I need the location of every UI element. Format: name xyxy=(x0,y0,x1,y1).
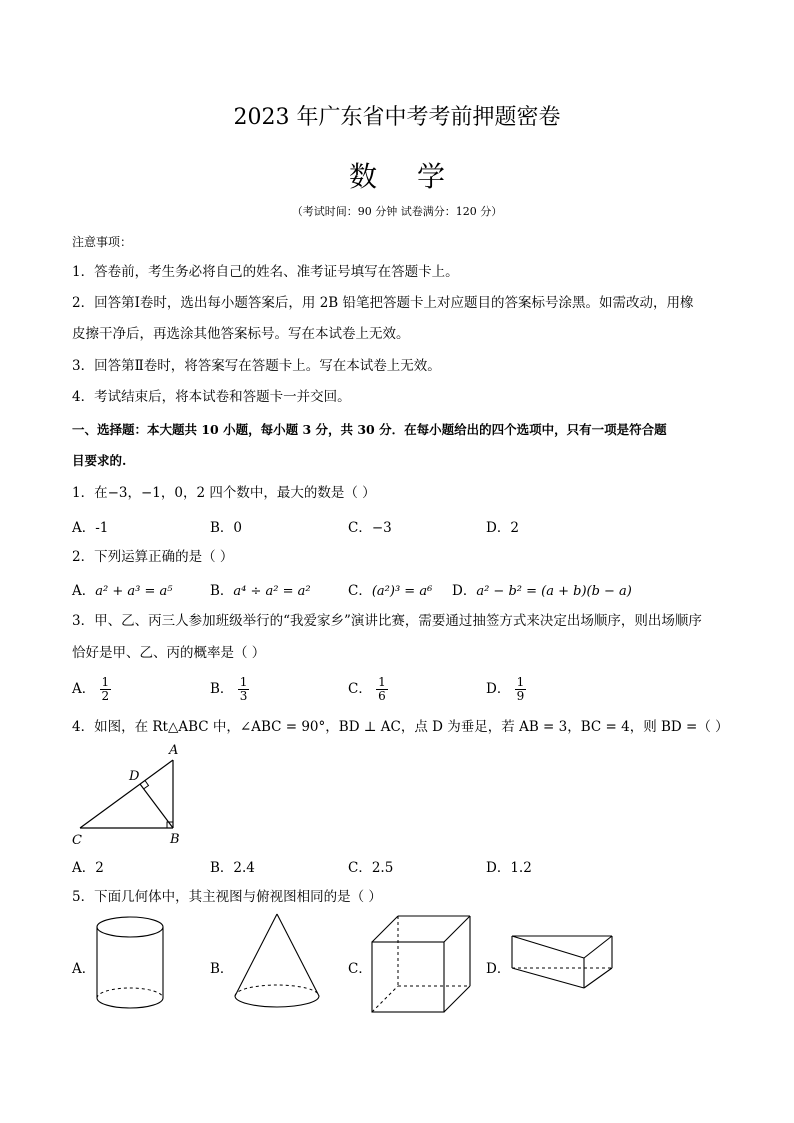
q3-option-d-fraction xyxy=(515,676,527,703)
fraction-numerator: 1 xyxy=(378,675,386,689)
q3-option-c-label: C． xyxy=(348,681,372,697)
q3-option-c-fraction xyxy=(376,676,388,703)
q2-option-c xyxy=(348,579,432,599)
section-heading-line1: 一、选择题：本大题共 10 小题，每小题 3 分，共 30 分．在每小题给出的四个选项中，只有一项是符合题 xyxy=(72,422,667,437)
fraction-denominator: 9 xyxy=(516,689,525,703)
label-c: C xyxy=(72,833,82,848)
q3-option-b-fraction xyxy=(238,676,250,703)
segment-ca xyxy=(80,760,173,828)
notes-heading: 注意事项： xyxy=(72,235,133,249)
q4-option-a: A．2 xyxy=(72,860,104,876)
q4-option-c: C．2.5 xyxy=(348,860,394,876)
fraction-numerator: 1 xyxy=(101,675,110,689)
q2-option-c-expr: (a²)³ = a⁶ xyxy=(371,584,433,599)
q2-option-b-expr: a⁴ ÷ a² = a² xyxy=(233,584,311,599)
exam-title: 2023 年广东省中考考前押题密卷 xyxy=(233,105,561,130)
cube-figure xyxy=(368,912,476,1016)
q4-option-d: D．1.2 xyxy=(486,860,532,876)
fraction-numerator: 1 xyxy=(239,675,248,689)
q4-triangle-figure xyxy=(66,740,196,850)
q1-stem: 1．在−3，−1，0，2 四个数中，最大的数是（ ） xyxy=(72,485,376,501)
note-item-3: 3．回答第Ⅱ卷时，将答案写在答题卡上。写在本试卷上无效。 xyxy=(72,358,441,374)
q1-option-d: D．2 xyxy=(486,520,519,536)
q2-option-b xyxy=(210,579,311,599)
note-item-1: 1．答卷前，考生务必将自己的姓名、准考证号填写在答题卡上。 xyxy=(72,264,459,280)
q3-option-a-label: A． xyxy=(72,681,96,697)
note-item-2: 2．回答第Ⅰ卷时，选出每小题答案后，用 2B 铅笔把答题卡上对应题目的答案标号涂黑。如需改动，用橡 xyxy=(72,295,694,311)
q3-option-b-label: B． xyxy=(210,681,234,697)
q2-option-a xyxy=(72,579,172,599)
subject-title: 数学 xyxy=(348,160,485,193)
q3-option-c xyxy=(348,676,388,703)
q2-option-a-label: A． xyxy=(72,583,96,599)
cone-figure xyxy=(230,910,324,1014)
triangular-prism-figure xyxy=(508,928,618,998)
q5-option-c-label: C． xyxy=(348,961,372,977)
q3-option-a-fraction xyxy=(100,676,112,703)
segment-bd xyxy=(140,784,173,828)
q1-option-c: C．−3 xyxy=(348,520,392,536)
label-a: A xyxy=(169,743,179,758)
section-heading-line2: 目要求的. xyxy=(72,453,127,468)
q2-option-d xyxy=(452,579,632,599)
q5-option-b-label: B． xyxy=(210,961,234,977)
exam-info: （考试时间：90 分钟 试卷满分：120 分） xyxy=(291,205,503,218)
q5-option-d-label: D． xyxy=(486,961,511,977)
label-b: B xyxy=(170,832,180,847)
fraction-denominator: 2 xyxy=(101,689,110,703)
right-angle-mark-d xyxy=(144,781,149,790)
q2-option-c-label: C． xyxy=(348,583,372,599)
q2-option-b-label: B． xyxy=(210,583,234,599)
fraction-denominator: 3 xyxy=(239,689,248,703)
note-item-4: 4．考试结束后，将本试卷和答题卡一并交回。 xyxy=(72,389,351,405)
q3-option-b xyxy=(210,676,249,703)
q3-option-d-label: D． xyxy=(486,681,511,697)
q3-option-a xyxy=(72,676,111,703)
q2-option-d-expr: a² − b² = (a + b)(b − a) xyxy=(476,584,632,599)
note-item-2-cont: 皮擦干净后，再选涂其他答案标号。写在本试卷上无效。 xyxy=(72,326,410,342)
q3-option-d xyxy=(486,676,526,703)
q4-option-b: B．2.4 xyxy=(210,860,255,876)
q1-option-b: B．0 xyxy=(210,520,243,536)
q2-option-a-expr: a² + a³ = a⁵ xyxy=(95,584,173,599)
q2-option-d-label: D． xyxy=(452,583,477,599)
q1-option-a: A．-1 xyxy=(72,520,109,536)
q3-stem-line2: 恰好是甲、乙、丙的概率是（ ） xyxy=(72,645,266,661)
q4-stem: 4．如图，在 Rt△ABC 中，∠ABC = 90°，BD ⊥ AC，点 D 为垂足，若 AB = 3，BC = 4，则 BD =（ ） xyxy=(72,719,729,735)
label-d: D xyxy=(129,769,140,784)
q5-option-a-label: A． xyxy=(72,961,96,977)
cylinder-figure xyxy=(92,912,168,1016)
q3-stem-line1: 3．甲、乙、丙三人参加班级举行的“我爱家乡”演讲比赛，需要通过抽签方式来决定出场顺序，则出场顺序 xyxy=(72,613,702,629)
q5-stem: 5．下面几何体中，其主视图与俯视图相同的是（ ） xyxy=(72,889,382,905)
fraction-numerator: 1 xyxy=(516,675,525,689)
q2-stem: 2．下列运算正确的是（ ） xyxy=(72,549,234,565)
fraction-denominator: 6 xyxy=(378,689,386,703)
